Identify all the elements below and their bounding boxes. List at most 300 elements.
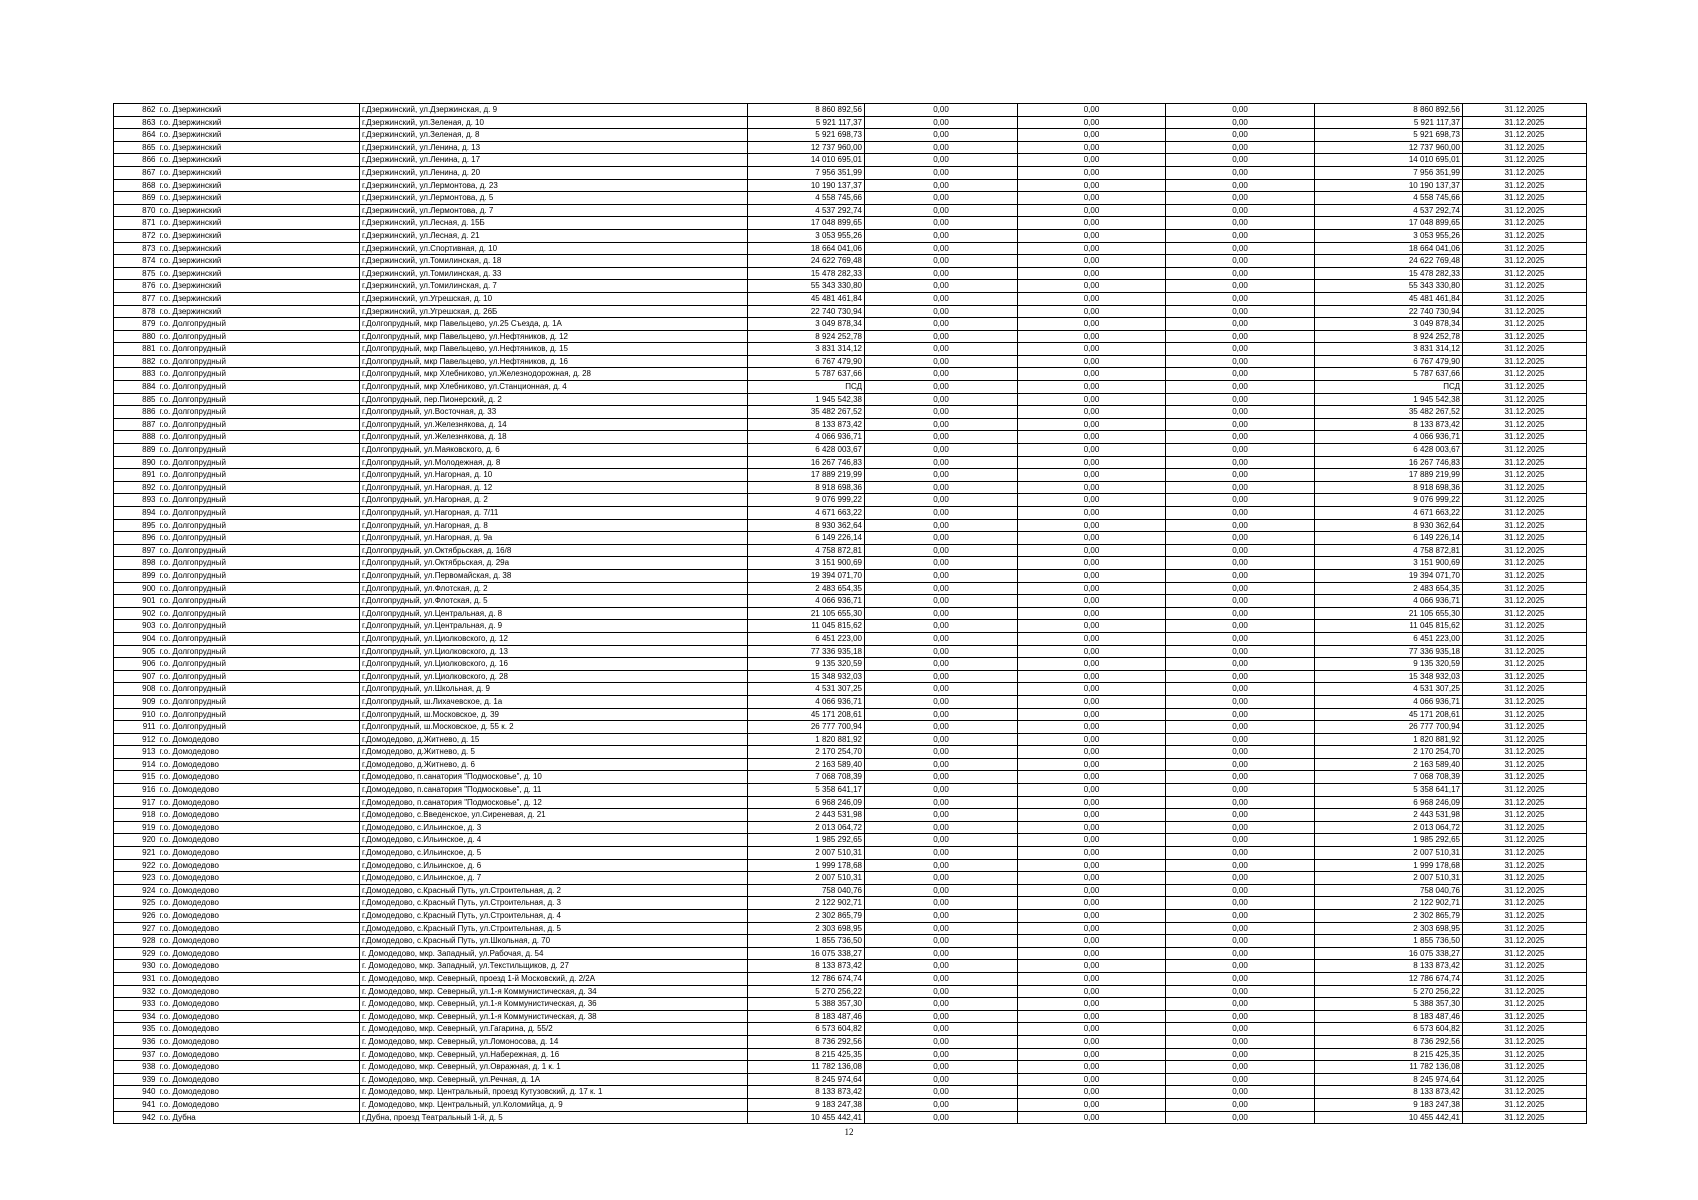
municipality-cell: г.о. Домодедово — [158, 972, 360, 985]
row-number-cell: 895 — [114, 519, 158, 532]
amount-col-4-cell: 0,00 — [1166, 192, 1315, 205]
amount-col-4-cell: 0,00 — [1166, 935, 1315, 948]
municipality-cell: г.о. Дзержинский — [158, 267, 360, 280]
address-cell: г.Долгопрудный, ул.Молодежная, д. 8 — [360, 456, 748, 469]
table-row — [114, 683, 1587, 696]
amount-final-cell: 6 428 003,67 — [1315, 444, 1463, 457]
amount-col-3-cell: 0,00 — [1018, 708, 1166, 721]
table-row — [114, 821, 1587, 834]
amount-col-3-cell: 0,00 — [1018, 620, 1166, 633]
municipality-cell: г.о. Дзержинский — [158, 192, 360, 205]
table-row — [114, 343, 1587, 356]
amount-col-2-cell: 0,00 — [865, 582, 1018, 595]
amount-total-cell: 10 190 137,37 — [748, 179, 865, 192]
amount-col-4-cell: 0,00 — [1166, 821, 1315, 834]
amount-total-cell: 8 133 873,42 — [748, 960, 865, 973]
table-row — [114, 381, 1587, 394]
amount-total-cell: 4 531 307,25 — [748, 683, 865, 696]
amount-col-2-cell: 0,00 — [865, 343, 1018, 356]
amount-col-4-cell: 0,00 — [1166, 469, 1315, 482]
municipality-cell: г.о. Домодедово — [158, 758, 360, 771]
amount-total-cell: 4 558 745,66 — [748, 192, 865, 205]
municipality-cell: г.о. Домодедово — [158, 1035, 360, 1048]
amount-col-2-cell: 0,00 — [865, 557, 1018, 570]
amount-final-cell: 2 163 589,40 — [1315, 758, 1463, 771]
row-number-cell: 932 — [114, 985, 158, 998]
deadline-date-cell: 31.12.2025 — [1463, 910, 1587, 923]
deadline-date-cell: 31.12.2025 — [1463, 746, 1587, 759]
amount-total-cell: 8 133 873,42 — [748, 418, 865, 431]
amount-final-cell: 19 394 071,70 — [1315, 569, 1463, 582]
deadline-date-cell: 31.12.2025 — [1463, 708, 1587, 721]
amount-total-cell: 7 956 351,99 — [748, 166, 865, 179]
amount-col-4-cell: 0,00 — [1166, 242, 1315, 255]
table-row — [114, 406, 1587, 419]
table-row — [114, 129, 1587, 142]
amount-col-3-cell: 0,00 — [1018, 884, 1166, 897]
amount-total-cell: 3 151 900,69 — [748, 557, 865, 570]
row-number-cell: 925 — [114, 897, 158, 910]
table-row — [114, 935, 1587, 948]
table-row — [114, 494, 1587, 507]
amount-total-cell: 4 066 936,71 — [748, 431, 865, 444]
row-number-cell: 939 — [114, 1073, 158, 1086]
address-cell: г.Долгопрудный, мкр Хлебниково, ул.Станционная, д. 4 — [360, 381, 748, 394]
address-cell: г.Дзержинский, ул.Лермонтова, д. 5 — [360, 192, 748, 205]
municipality-cell: г.о. Дзержинский — [158, 217, 360, 230]
amount-col-4-cell: 0,00 — [1166, 154, 1315, 167]
amount-total-cell: 1 999 178,68 — [748, 859, 865, 872]
deadline-date-cell: 31.12.2025 — [1463, 947, 1587, 960]
amount-col-4-cell: 0,00 — [1166, 104, 1315, 117]
amount-col-2-cell: 0,00 — [865, 129, 1018, 142]
address-cell: г. Домодедово, мкр. Западный, ул.Текстильщиков, д. 27 — [360, 960, 748, 973]
amount-total-cell: 14 010 695,01 — [748, 154, 865, 167]
amount-final-cell: ПСД — [1315, 381, 1463, 394]
amount-total-cell: 3 049 878,34 — [748, 318, 865, 331]
amount-total-cell: 9 135 320,59 — [748, 658, 865, 671]
deadline-date-cell: 31.12.2025 — [1463, 116, 1587, 129]
municipality-cell: г.о. Долгопрудный — [158, 381, 360, 394]
amount-final-cell: 1 985 292,65 — [1315, 834, 1463, 847]
table-row — [114, 1035, 1587, 1048]
amount-final-cell: 8 133 873,42 — [1315, 418, 1463, 431]
deadline-date-cell: 31.12.2025 — [1463, 393, 1587, 406]
amount-final-cell: 15 348 932,03 — [1315, 670, 1463, 683]
amount-final-cell: 1 945 542,38 — [1315, 393, 1463, 406]
amount-final-cell: 8 183 487,46 — [1315, 1010, 1463, 1023]
amount-col-2-cell: 0,00 — [865, 1098, 1018, 1111]
amount-col-2-cell: 0,00 — [865, 469, 1018, 482]
amount-final-cell: 2 483 654,35 — [1315, 582, 1463, 595]
amount-col-4-cell: 0,00 — [1166, 582, 1315, 595]
address-cell: г.Долгопрудный, ул.Маяковского, д. 6 — [360, 444, 748, 457]
amount-col-3-cell: 0,00 — [1018, 116, 1166, 129]
amount-total-cell: 8 918 698,36 — [748, 481, 865, 494]
row-number-cell: 883 — [114, 368, 158, 381]
amount-total-cell: 9 076 999,22 — [748, 494, 865, 507]
amount-col-3-cell: 0,00 — [1018, 469, 1166, 482]
table-row — [114, 910, 1587, 923]
municipality-cell: г.о. Долгопрудный — [158, 318, 360, 331]
amount-col-3-cell: 0,00 — [1018, 809, 1166, 822]
deadline-date-cell: 31.12.2025 — [1463, 330, 1587, 343]
amount-final-cell: 7 956 351,99 — [1315, 166, 1463, 179]
row-number-cell: 868 — [114, 179, 158, 192]
amount-total-cell: 4 066 936,71 — [748, 595, 865, 608]
deadline-date-cell: 31.12.2025 — [1463, 695, 1587, 708]
deadline-date-cell: 31.12.2025 — [1463, 1023, 1587, 1036]
amount-col-2-cell: 0,00 — [865, 784, 1018, 797]
row-number-cell: 872 — [114, 229, 158, 242]
amount-total-cell: 2 007 510,31 — [748, 847, 865, 860]
row-number-cell: 886 — [114, 406, 158, 419]
address-cell: г.Домодедово, с.Ильинское, д. 3 — [360, 821, 748, 834]
amount-col-4-cell: 0,00 — [1166, 998, 1315, 1011]
amount-col-3-cell: 0,00 — [1018, 381, 1166, 394]
row-number-cell: 917 — [114, 796, 158, 809]
amount-col-4-cell: 0,00 — [1166, 355, 1315, 368]
amount-final-cell: 8 736 292,56 — [1315, 1035, 1463, 1048]
row-number-cell: 896 — [114, 532, 158, 545]
municipality-cell: г.о. Долгопрудный — [158, 544, 360, 557]
address-cell: г.Домодедово, п.санатория "Подмосковье", д. 11 — [360, 784, 748, 797]
amount-col-3-cell: 0,00 — [1018, 456, 1166, 469]
deadline-date-cell: 31.12.2025 — [1463, 1035, 1587, 1048]
address-cell: г.Долгопрудный, ш.Лихачевское, д. 1а — [360, 695, 748, 708]
address-cell: г. Домодедово, мкр. Северный, ул.Набережная, д. 16 — [360, 1048, 748, 1061]
deadline-date-cell: 31.12.2025 — [1463, 204, 1587, 217]
amount-final-cell: 4 531 307,25 — [1315, 683, 1463, 696]
amount-total-cell: 2 443 531,98 — [748, 809, 865, 822]
table-row — [114, 582, 1587, 595]
deadline-date-cell: 31.12.2025 — [1463, 897, 1587, 910]
address-cell: г.Долгопрудный, мкр Павельцево, ул.Нефтяников, д. 15 — [360, 343, 748, 356]
amount-total-cell: 6 573 604,82 — [748, 1023, 865, 1036]
amount-final-cell: 17 889 219,99 — [1315, 469, 1463, 482]
amount-col-4-cell: 0,00 — [1166, 330, 1315, 343]
amount-col-2-cell: 0,00 — [865, 847, 1018, 860]
municipality-cell: г.о. Долгопрудный — [158, 632, 360, 645]
amount-final-cell: 3 053 955,26 — [1315, 229, 1463, 242]
address-cell: г.Долгопрудный, ул.Октябрьская, д. 16/8 — [360, 544, 748, 557]
table-row — [114, 1048, 1587, 1061]
amount-col-2-cell: 0,00 — [865, 922, 1018, 935]
municipality-cell: г.о. Домодедово — [158, 834, 360, 847]
amount-col-4-cell: 0,00 — [1166, 1061, 1315, 1074]
municipality-cell: г.о. Долгопрудный — [158, 670, 360, 683]
amount-final-cell: 5 787 637,66 — [1315, 368, 1463, 381]
amount-col-2-cell: 0,00 — [865, 758, 1018, 771]
amount-col-2-cell: 0,00 — [865, 834, 1018, 847]
deadline-date-cell: 31.12.2025 — [1463, 444, 1587, 457]
address-cell: г.Долгопрудный, ул.Железнякова, д. 18 — [360, 431, 748, 444]
amount-final-cell: 6 968 246,09 — [1315, 796, 1463, 809]
amount-col-2-cell: 0,00 — [865, 1035, 1018, 1048]
row-number-cell: 912 — [114, 733, 158, 746]
amount-col-3-cell: 0,00 — [1018, 1111, 1166, 1124]
address-cell: г.Долгопрудный, ул.Центральная, д. 9 — [360, 620, 748, 633]
table-row — [114, 330, 1587, 343]
amount-total-cell: 3 831 314,12 — [748, 343, 865, 356]
amount-total-cell: 6 451 223,00 — [748, 632, 865, 645]
address-cell: г.Долгопрудный, пер.Пионерский, д. 2 — [360, 393, 748, 406]
amount-col-4-cell: 0,00 — [1166, 834, 1315, 847]
table-row — [114, 481, 1587, 494]
municipality-cell: г.о. Дзержинский — [158, 229, 360, 242]
deadline-date-cell: 31.12.2025 — [1463, 847, 1587, 860]
amount-col-3-cell: 0,00 — [1018, 280, 1166, 293]
table-row — [114, 884, 1587, 897]
row-number-cell: 929 — [114, 947, 158, 960]
address-cell: г.Дзержинский, ул.Дзержинская, д. 9 — [360, 104, 748, 117]
amount-total-cell: 11 782 136,08 — [748, 1061, 865, 1074]
row-number-cell: 938 — [114, 1061, 158, 1074]
amount-col-3-cell: 0,00 — [1018, 985, 1166, 998]
amount-col-2-cell: 0,00 — [865, 1086, 1018, 1099]
amount-col-4-cell: 0,00 — [1166, 418, 1315, 431]
amount-col-3-cell: 0,00 — [1018, 141, 1166, 154]
amount-col-3-cell: 0,00 — [1018, 746, 1166, 759]
row-number-cell: 903 — [114, 620, 158, 633]
amount-final-cell: 2 170 254,70 — [1315, 746, 1463, 759]
municipality-cell: г.о. Долгопрудный — [158, 406, 360, 419]
amount-col-2-cell: 0,00 — [865, 192, 1018, 205]
deadline-date-cell: 31.12.2025 — [1463, 632, 1587, 645]
table-row — [114, 519, 1587, 532]
amount-col-2-cell: 0,00 — [865, 242, 1018, 255]
amount-col-4-cell: 0,00 — [1166, 444, 1315, 457]
amount-col-4-cell: 0,00 — [1166, 809, 1315, 822]
amount-col-4-cell: 0,00 — [1166, 985, 1315, 998]
row-number-cell: 915 — [114, 771, 158, 784]
amount-final-cell: 5 270 256,22 — [1315, 985, 1463, 998]
table-row — [114, 179, 1587, 192]
row-number-cell: 890 — [114, 456, 158, 469]
table-row — [114, 847, 1587, 860]
table-row — [114, 154, 1587, 167]
amount-col-4-cell: 0,00 — [1166, 368, 1315, 381]
amount-total-cell: 8 183 487,46 — [748, 1010, 865, 1023]
amount-col-4-cell: 0,00 — [1166, 179, 1315, 192]
table-row — [114, 1073, 1587, 1086]
municipality-cell: г.о. Дзержинский — [158, 116, 360, 129]
amount-col-2-cell: 0,00 — [865, 494, 1018, 507]
address-cell: г.Домодедово, д.Житнево, д. 5 — [360, 746, 748, 759]
municipality-cell: г.о. Домодедово — [158, 847, 360, 860]
row-number-cell: 907 — [114, 670, 158, 683]
amount-col-3-cell: 0,00 — [1018, 569, 1166, 582]
address-cell: г. Домодедово, мкр. Северный, ул.Речная, д. 1А — [360, 1073, 748, 1086]
amount-col-4-cell: 0,00 — [1166, 280, 1315, 293]
row-number-cell: 885 — [114, 393, 158, 406]
amount-final-cell: 16 075 338,27 — [1315, 947, 1463, 960]
deadline-date-cell: 31.12.2025 — [1463, 998, 1587, 1011]
deadline-date-cell: 31.12.2025 — [1463, 456, 1587, 469]
deadline-date-cell: 31.12.2025 — [1463, 569, 1587, 582]
municipality-cell: г.о. Долгопрудный — [158, 330, 360, 343]
deadline-date-cell: 31.12.2025 — [1463, 771, 1587, 784]
amount-col-2-cell: 0,00 — [865, 1010, 1018, 1023]
table-row — [114, 192, 1587, 205]
amount-total-cell: 77 336 935,18 — [748, 645, 865, 658]
address-cell: г.Дзержинский, ул.Ленина, д. 13 — [360, 141, 748, 154]
address-cell: г.Дзержинский, ул.Зеленая, д. 10 — [360, 116, 748, 129]
amount-col-2-cell: 0,00 — [865, 632, 1018, 645]
amount-col-3-cell: 0,00 — [1018, 1035, 1166, 1048]
amount-final-cell: 77 336 935,18 — [1315, 645, 1463, 658]
amount-col-3-cell: 0,00 — [1018, 544, 1166, 557]
amount-final-cell: 4 671 663,22 — [1315, 507, 1463, 520]
amount-col-3-cell: 0,00 — [1018, 821, 1166, 834]
municipality-cell: г.о. Домодедово — [158, 1086, 360, 1099]
row-number-cell: 862 — [114, 104, 158, 117]
amount-col-4-cell: 0,00 — [1166, 507, 1315, 520]
table-row — [114, 431, 1587, 444]
table-row — [114, 922, 1587, 935]
row-number-cell: 894 — [114, 507, 158, 520]
municipality-cell: г.о. Долгопрудный — [158, 418, 360, 431]
amount-col-4-cell: 0,00 — [1166, 318, 1315, 331]
amount-col-4-cell: 0,00 — [1166, 129, 1315, 142]
municipality-cell: г.о. Долгопрудный — [158, 582, 360, 595]
amount-total-cell: 5 270 256,22 — [748, 985, 865, 998]
amount-total-cell: 8 245 974,64 — [748, 1073, 865, 1086]
table-row — [114, 292, 1587, 305]
deadline-date-cell: 31.12.2025 — [1463, 809, 1587, 822]
municipality-cell: г.о. Домодедово — [158, 1010, 360, 1023]
amount-total-cell: 1 945 542,38 — [748, 393, 865, 406]
amount-total-cell: 4 671 663,22 — [748, 507, 865, 520]
amount-total-cell: 16 267 746,83 — [748, 456, 865, 469]
amount-col-2-cell: 0,00 — [865, 683, 1018, 696]
amount-col-4-cell: 0,00 — [1166, 494, 1315, 507]
address-cell: г.Долгопрудный, мкр Павельцево, ул.25 Съезда, д. 1А — [360, 318, 748, 331]
amount-total-cell: 11 045 815,62 — [748, 620, 865, 633]
row-number-cell: 914 — [114, 758, 158, 771]
deadline-date-cell: 31.12.2025 — [1463, 1111, 1587, 1124]
amount-col-3-cell: 0,00 — [1018, 431, 1166, 444]
amount-final-cell: 7 068 708,39 — [1315, 771, 1463, 784]
amount-col-3-cell: 0,00 — [1018, 897, 1166, 910]
amount-col-3-cell: 0,00 — [1018, 104, 1166, 117]
amount-col-4-cell: 0,00 — [1166, 1048, 1315, 1061]
deadline-date-cell: 31.12.2025 — [1463, 859, 1587, 872]
row-number-cell: 882 — [114, 355, 158, 368]
deadline-date-cell: 31.12.2025 — [1463, 104, 1587, 117]
amount-col-2-cell: 0,00 — [865, 1111, 1018, 1124]
amount-final-cell: 2 007 510,31 — [1315, 872, 1463, 885]
amount-col-3-cell: 0,00 — [1018, 645, 1166, 658]
table-row — [114, 985, 1587, 998]
amount-col-4-cell: 0,00 — [1166, 960, 1315, 973]
table-row — [114, 217, 1587, 230]
row-number-cell: 920 — [114, 834, 158, 847]
amount-final-cell: 2 303 698,95 — [1315, 922, 1463, 935]
table-row — [114, 897, 1587, 910]
table-row — [114, 645, 1587, 658]
table-row — [114, 318, 1587, 331]
row-number-cell: 876 — [114, 280, 158, 293]
amount-final-cell: 8 245 974,64 — [1315, 1073, 1463, 1086]
amount-col-3-cell: 0,00 — [1018, 796, 1166, 809]
deadline-date-cell: 31.12.2025 — [1463, 658, 1587, 671]
register-table-body — [114, 104, 1587, 1124]
amount-col-3-cell: 0,00 — [1018, 557, 1166, 570]
table-row — [114, 141, 1587, 154]
amount-col-4-cell: 0,00 — [1166, 632, 1315, 645]
municipality-cell: г.о. Долгопрудный — [158, 355, 360, 368]
amount-total-cell: 6 428 003,67 — [748, 444, 865, 457]
row-number-cell: 921 — [114, 847, 158, 860]
amount-col-2-cell: 0,00 — [865, 897, 1018, 910]
amount-col-2-cell: 0,00 — [865, 620, 1018, 633]
amount-final-cell: 4 558 745,66 — [1315, 192, 1463, 205]
amount-col-4-cell: 0,00 — [1166, 922, 1315, 935]
address-cell: г.Домодедово, с.Ильинское, д. 6 — [360, 859, 748, 872]
amount-total-cell: 22 740 730,94 — [748, 305, 865, 318]
amount-col-2-cell: 0,00 — [865, 431, 1018, 444]
row-number-cell: 873 — [114, 242, 158, 255]
amount-final-cell: 9 183 247,38 — [1315, 1098, 1463, 1111]
municipality-cell: г.о. Дзержинский — [158, 305, 360, 318]
amount-col-4-cell: 0,00 — [1166, 557, 1315, 570]
amount-col-4-cell: 0,00 — [1166, 897, 1315, 910]
municipality-cell: г.о. Домодедово — [158, 1023, 360, 1036]
amount-final-cell: 5 358 641,17 — [1315, 784, 1463, 797]
table-row — [114, 746, 1587, 759]
municipality-cell: г.о. Домодедово — [158, 859, 360, 872]
deadline-date-cell: 31.12.2025 — [1463, 229, 1587, 242]
row-number-cell: 881 — [114, 343, 158, 356]
deadline-date-cell: 31.12.2025 — [1463, 922, 1587, 935]
amount-col-4-cell: 0,00 — [1166, 784, 1315, 797]
row-number-cell: 871 — [114, 217, 158, 230]
address-cell: г. Домодедово, мкр. Западный, ул.Рабочая, д. 54 — [360, 947, 748, 960]
address-cell: г. Домодедово, мкр. Северный, ул.Ломоносова, д. 14 — [360, 1035, 748, 1048]
row-number-cell: 942 — [114, 1111, 158, 1124]
amount-col-2-cell: 0,00 — [865, 267, 1018, 280]
amount-col-3-cell: 0,00 — [1018, 1086, 1166, 1099]
amount-final-cell: 11 045 815,62 — [1315, 620, 1463, 633]
amount-col-2-cell: 0,00 — [865, 444, 1018, 457]
address-cell: г.Долгопрудный, ул.Циолковского, д. 12 — [360, 632, 748, 645]
amount-col-4-cell: 0,00 — [1166, 393, 1315, 406]
amount-col-2-cell: 0,00 — [865, 721, 1018, 734]
amount-col-4-cell: 0,00 — [1166, 204, 1315, 217]
amount-final-cell: 15 478 282,33 — [1315, 267, 1463, 280]
deadline-date-cell: 31.12.2025 — [1463, 494, 1587, 507]
deadline-date-cell: 31.12.2025 — [1463, 431, 1587, 444]
amount-col-3-cell: 0,00 — [1018, 935, 1166, 948]
row-number-cell: 937 — [114, 1048, 158, 1061]
municipality-cell: г.о. Дзержинский — [158, 166, 360, 179]
amount-col-3-cell: 0,00 — [1018, 658, 1166, 671]
row-number-cell: 931 — [114, 972, 158, 985]
amount-total-cell: 45 171 208,61 — [748, 708, 865, 721]
deadline-date-cell: 31.12.2025 — [1463, 607, 1587, 620]
amount-col-3-cell: 0,00 — [1018, 595, 1166, 608]
amount-col-4-cell: 0,00 — [1166, 544, 1315, 557]
deadline-date-cell: 31.12.2025 — [1463, 154, 1587, 167]
amount-col-3-cell: 0,00 — [1018, 1061, 1166, 1074]
amount-final-cell: 8 924 252,78 — [1315, 330, 1463, 343]
amount-final-cell: 45 481 461,84 — [1315, 292, 1463, 305]
amount-col-4-cell: 0,00 — [1166, 695, 1315, 708]
table-row — [114, 1010, 1587, 1023]
amount-col-3-cell: 0,00 — [1018, 1048, 1166, 1061]
municipality-cell: г.о. Долгопрудный — [158, 658, 360, 671]
